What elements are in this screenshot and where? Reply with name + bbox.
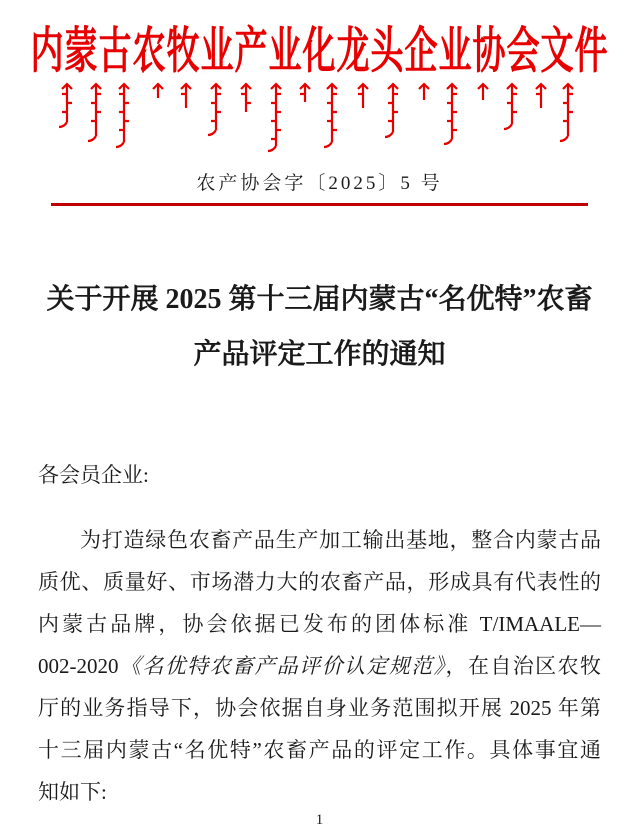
document-header-org-title: 内蒙古农牧业产业化龙头企业协会文件 (30, 25, 609, 80)
paragraph-line: 为打造绿色农畜产品生产加工输出基地，整合内蒙古品 (80, 528, 601, 552)
paragraph-line: 内蒙古品牌，协会依据已发布的团体标准 T/IMAALE— (38, 612, 601, 636)
document-title-line-1: 关于开展 2025 第十三届内蒙古“名优特”农畜 (46, 284, 593, 315)
mongolian-word-glyph (419, 84, 429, 100)
document-title (20, 272, 619, 382)
mongolian-word-glyph (59, 84, 72, 127)
mongolian-word-glyph (504, 84, 517, 129)
paragraph-line: 厅的业务指导下，协会依据自身业务范围拟开展 2025 年第 (38, 696, 601, 720)
paragraph-line: 知如下: (38, 780, 107, 804)
document-title-line-2: 产品评定工作的通知 (193, 339, 446, 370)
mongolian-word-glyph (208, 84, 221, 135)
mongolian-word-glyph (324, 84, 337, 147)
page-number: 1 (315, 812, 324, 828)
mongolian-word-glyph (181, 84, 191, 108)
mongolian-word-glyph (88, 84, 101, 141)
mongolian-word-glyph (153, 84, 163, 98)
paragraph-line: 十三届内蒙古“名优特”农畜产品的评定工作。具体事宜通 (38, 738, 601, 762)
mongolian-word-glyph (300, 84, 310, 102)
mongolian-word-glyph (385, 84, 398, 137)
mongolian-word-glyph (478, 84, 488, 100)
mongolian-word-glyph (536, 84, 546, 108)
doc-number: 农产协会字〔2025〕5 号 (196, 173, 443, 194)
mongolian-word-glyph (116, 84, 129, 147)
mongolian-script-row (0, 80, 639, 170)
paragraph-line: 质优、质量好、市场潜力大的农畜产品，形成具有代表性的 (38, 570, 601, 594)
mongolian-word-glyph (560, 84, 573, 141)
red-divider-line (51, 203, 588, 206)
mongolian-word-glyph (241, 84, 251, 112)
body-paragraph (38, 519, 601, 813)
mongolian-word-glyph (268, 84, 281, 151)
paragraph-line: 002-2020《名优特农畜产品评价认定规范》，在自治区农牧 (38, 654, 602, 678)
mongolian-word-glyph (358, 84, 368, 108)
salutation: 各会员企业: (38, 463, 149, 487)
mongolian-word-glyph (444, 84, 457, 144)
